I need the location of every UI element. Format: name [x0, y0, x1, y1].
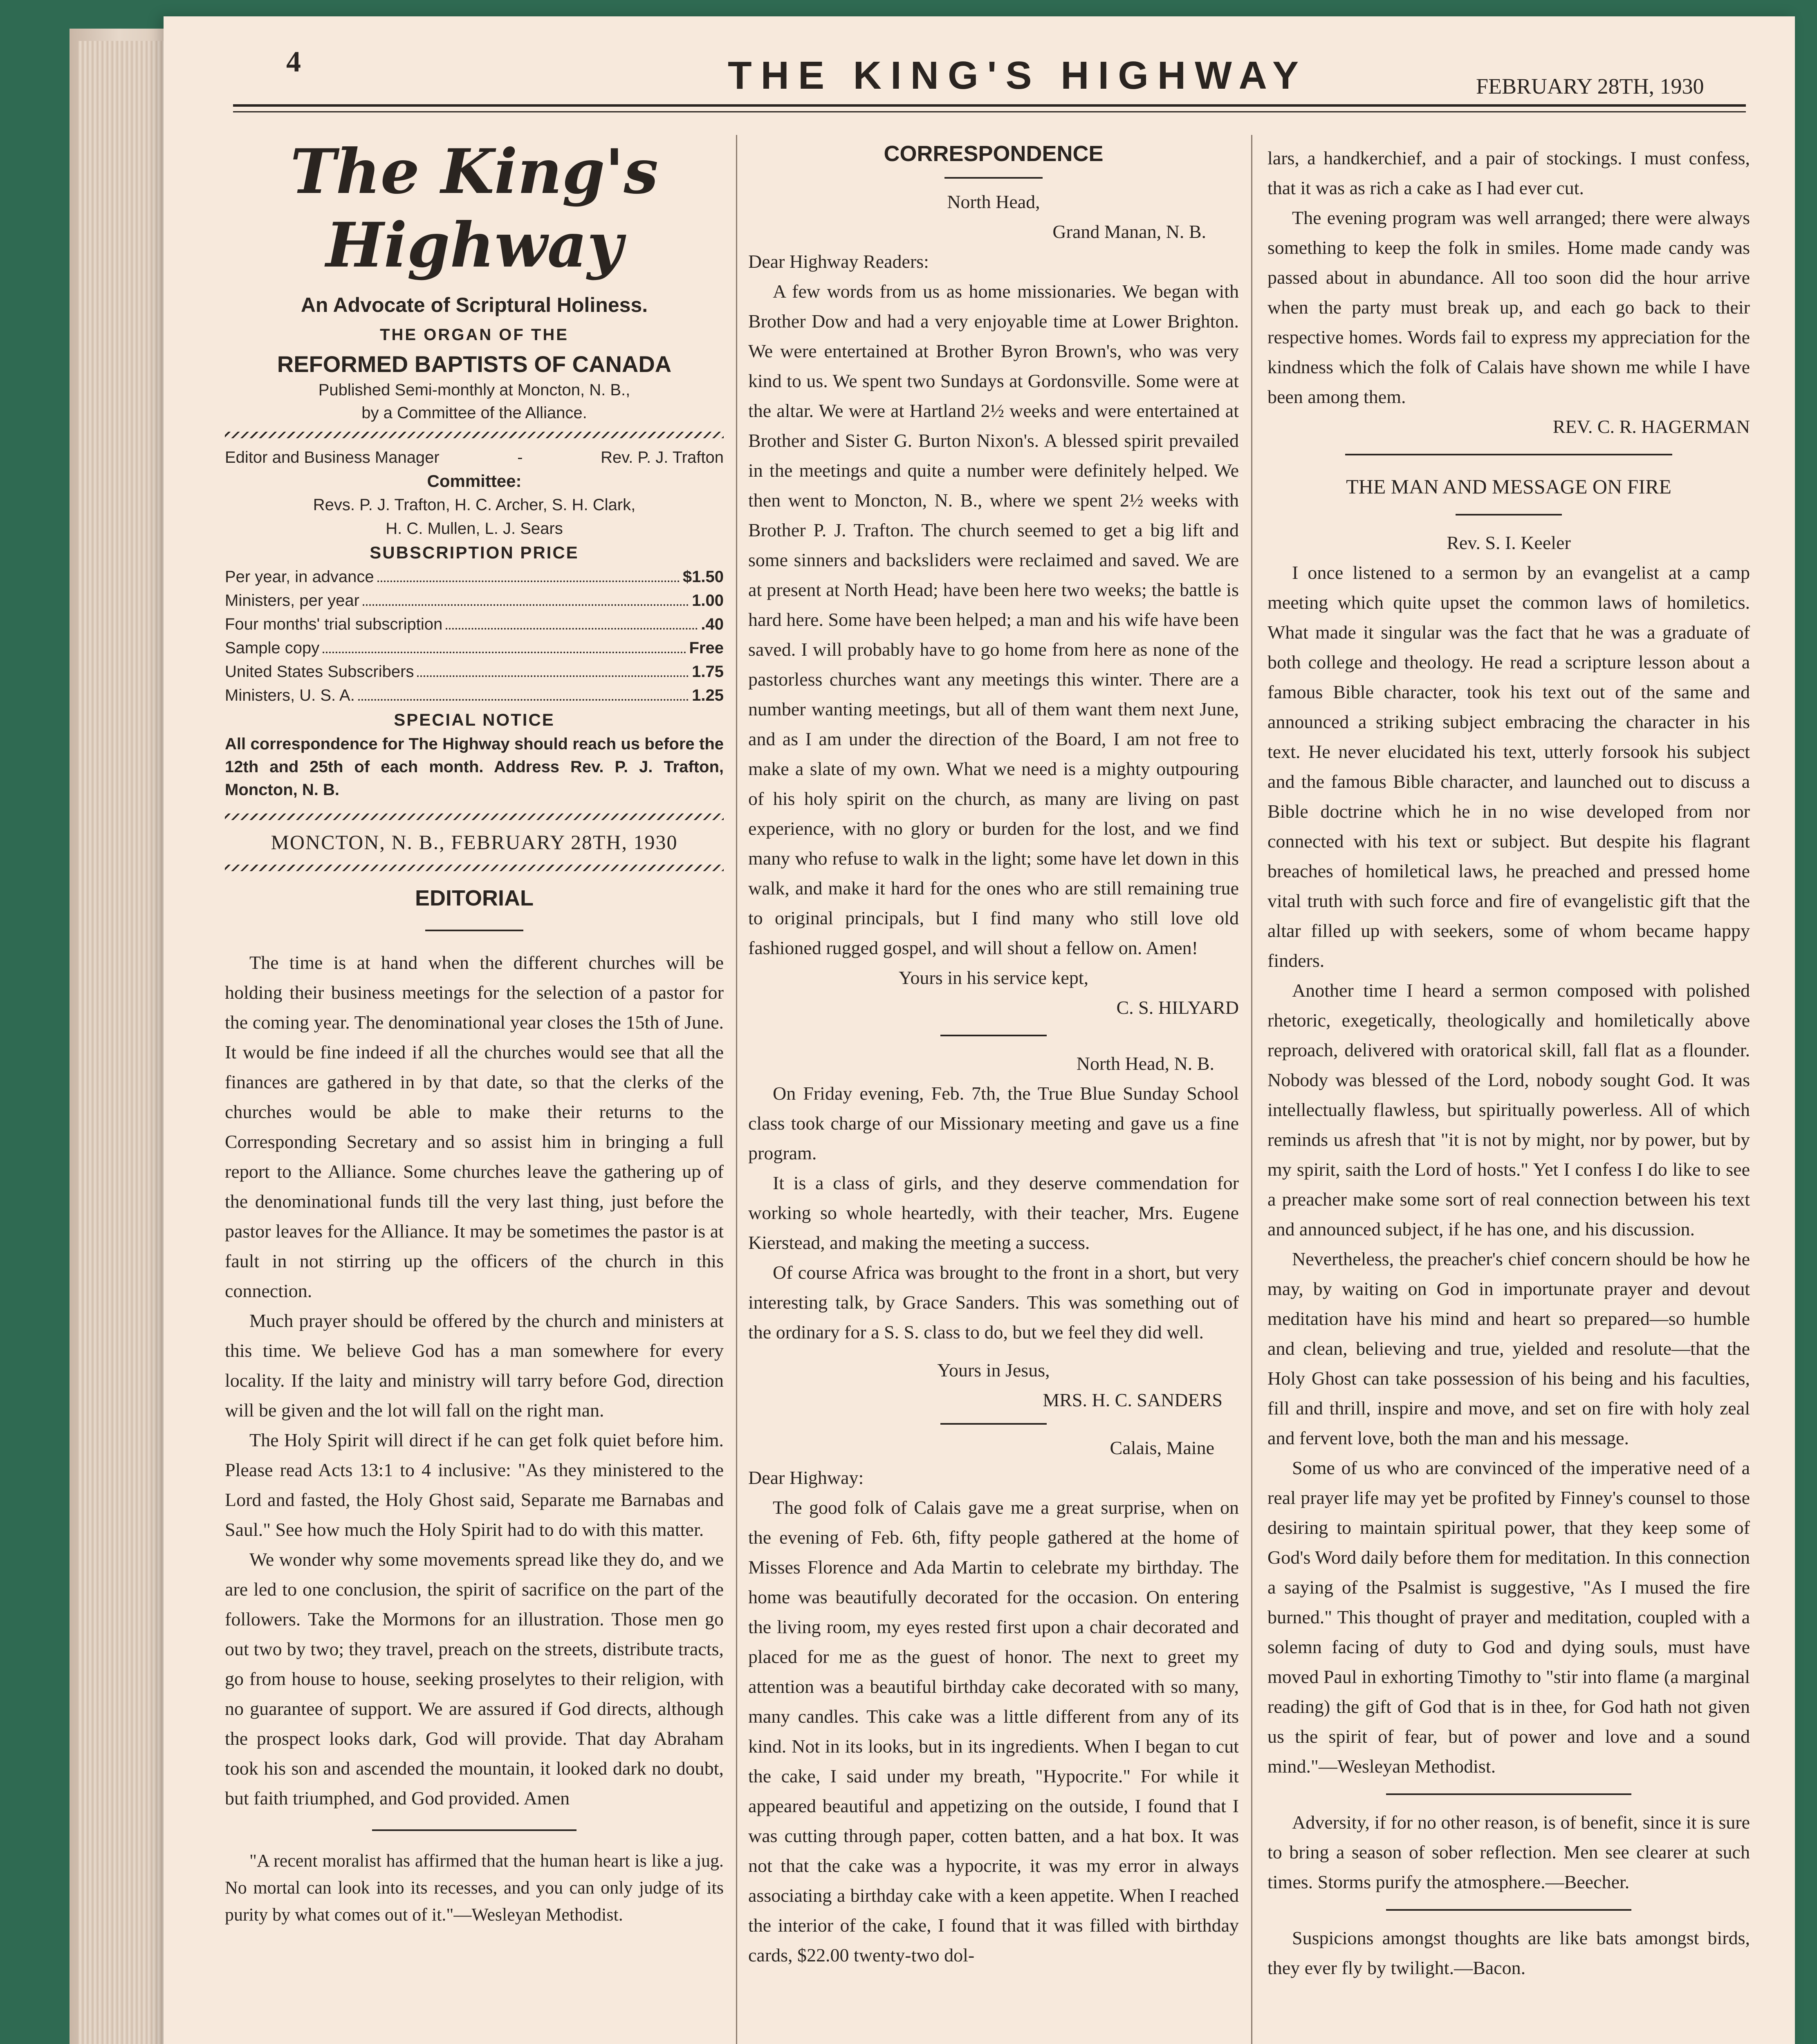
short-rule [940, 1035, 1047, 1036]
letter3-body: The good folk of Calais gave me a great surprise, when on the evening of Feb. 6th, fifty people gathered at the home of Misses Florence and Ada Martin to celebrate my birthday. The home was beautifully decorated for the occasion. On entering the living room, my eyes rested first upon a chair decorated and placed for me as the guest of honor. The next to greet my attention was a beautiful birthday cake decorated with so many, many candles. This cake was a little different from any of its kind. Not in its looks, but in its ingredients. When I began to cut the cake, I said under my breath, "Hypocrite." For while it appeared beautiful and appetizing on the outside, I found that I was cutting through paper, cotten batten, and a hat box. It was not that the cake was a hypocrite, it was my error in always associating a birthday cake with a keen appetite. When I reached the interior of the cake, I found that it was filled with birthday cards, $22.00 twenty-two dol- [748, 1497, 1239, 1966]
wavy-rule [225, 814, 724, 820]
editorial-heading: EDITORIAL [415, 886, 534, 910]
page-stack [78, 41, 168, 2044]
page-number: 4 [286, 45, 301, 78]
letter1-place: North Head, [947, 191, 1040, 212]
short-rule [1386, 1909, 1631, 1911]
editorial-paragraph: The time is at hand when the different churches will be holding their business meetings for the selection of a pastor for the coming year. The denominational year closes the 15th of June. It would be fine indeed if all the churches would see that all the finances are gathered in by that date, so that the clerks of the churches would be able to make their returns to the Corresponding Secretary and so assist him in bringing a full report to the Alliance. Some churches leave the gathering up of the denominational funds till the very last thing, just before the pastor leaves for the Alliance. It may be sometimes the pastor is at fault in not stirring up the officers of the church in this connection. [225, 952, 724, 1301]
column-middle [748, 139, 1239, 1970]
letter3-signature: REV. C. R. HAGERMAN [1552, 416, 1750, 437]
notice-text: All correspondence for The Highway should reach us before the 12th and 25th of each month. Address Rev. P. J. Trafton, Moncton, N. B. [225, 735, 724, 799]
letter1-place: Grand Manan, N. B. [1052, 221, 1206, 242]
dateline: MONCTON, N. B., FEBRUARY 28TH, 1930 [271, 831, 678, 854]
newspaper-page [164, 16, 1795, 2044]
letter3-paragraph: The evening program was well arranged; there were always something to keep the folk in smiles. Home made candy was passed about in abundance. All too soon did the hour arrive when the party must break up, and each go back to their respective homes. Words fail to express my appreciation for the kindness which the folk of Calais have shown me while I have been among them. [1267, 207, 1750, 407]
letter1-body: A few words from us as home missionaries. We began with Brother Dow and had a very enjoyable time at Lower Brighton. We were entertained at Brother Byron Brown's, who was very kind to us. We spent two Sundays at Gordonsville. Some were at the altar. We were at Hartland 2½ weeks and were entertained at Brother and Sister G. Burton Nixon's. A blessed spirit prevailed in the meetings and quite a number were definitely helped. We then went to Moncton, N. B., where we spent 2½ weeks with Brother P. J. Trafton. The church seemed to get a big lift and some sinners and backsliders were reclaimed and saved. We are at present at North Head; have been here two weeks; the battle is hard here. Some have been helped; a man and his wife have been saved. I will probably have to go home from here as none of the pastorless churches want any meetings this winter. There are a number wanting meetings, but all of them want them next June, and as I am under the direction of the Board, I am not free to make a slate of my own. What we need is a mighty outpouring of his holy spirit on the church, as many are living on past experience, with no glory or burden for the lost, and we find many who refuse to walk in the light; some have let down in this walk, and make it hard for the ones who are still remaining true to original principals, but I find many who still love old fashioned rugged gospel, and will shout a fellow on. Amen! [748, 281, 1239, 958]
column-right [1267, 143, 1750, 1983]
editorial-quote: "A recent moralist has affirmed that the human heart is like a jug. No mortal can look into its recesses, and you can only judge of its purity by what comes out of it."—Wesleyan Methodist. [225, 1851, 724, 1925]
article-paragraph: Some of us who are convinced of the imperative need of a real prayer life may yet be profited by Finney's counsel to those desiring to maintain spiritual power, that they keep some of God's Word daily before them for meditation. In this connection a saying of the Psalmist is suggestive, "As I mused the fire burned." This thought of prayer and meditation, coupled with a solemn facing of duty to God and dying souls, must have moved Paul in exhorting Timothy to "stir into flame (a marginal reading) the gift of God that is in thee, for God hath not given us the spirit of fear, but of power and love and a sound mind."—Wesleyan Methodist. [1267, 1457, 1750, 1777]
price-list [225, 565, 724, 707]
notice-heading: SPECIAL NOTICE [394, 710, 555, 729]
paper-title: THE KING'S HIGHWAY [728, 54, 1308, 97]
article-paragraph: I once listened to a sermon by an evangelist at a camp meeting which quite upset the common laws of homiletics. What made it singular was the fact that he was a graduate of both college and theology. He read a scripture lesson about a famous Bible character, took his text out of the same and announced a striking subject embracing the character in his text. He never elucidated his text, utterly forsook his subject and the famous Bible character, and launched out to discuss a Bible doctrine which he in no wise developed from nor connected with his text or subject. But despite his flagrant breaches of homiletical laws, he preached and pressed home vital truth with such force and fire of evangelistic gift that the altar filled up with seekers, some of whom became happy finders. [1267, 562, 1750, 971]
article-title: THE MAN AND MESSAGE ON FIRE [1346, 475, 1671, 498]
header-rule [233, 104, 1746, 107]
letter2-paragraph: Of course Africa was brought to the front in a short, but very interesting talk, by Grace Sanders. This was something out of the ordinary for a S. S. class to do, but we feel they did well. [748, 1262, 1239, 1342]
letter2-paragraph: On Friday evening, Feb. 7th, the True Blue Sunday School class took charge of our Missionary meeting and gave us a fine program. [748, 1083, 1239, 1163]
filler-adversity: Adversity, if for no other reason, is of benefit, since it is sure to bring a season of sober reflection. Men see clearer at such times. Storms purify the atmosphere.—Beecher. [1267, 1812, 1750, 1892]
short-rule [944, 177, 1043, 179]
article-paragraph: Another time I heard a sermon composed with polished rhetoric, exegetically, theologically and homiletically above reproach, delivered with oratorical skill, fall flat as a flounder. Nobody was blessed of the Lord, nobody sought God. It was intellectually flawless, but spiritually powerless. All of which reminds us afresh that "it is not by might, nor by power, but by my spirit, saith the Lord of hosts." Yet I confess I do like to see a preacher make some sort of real connection between his text and announced subject, if he has one, and his discussion. [1267, 980, 1750, 1239]
article-author: Rev. S. I. Keeler [1447, 532, 1571, 553]
correspondence-heading: CORRESPONDENCE [884, 141, 1104, 166]
price-row: Four months' trial subscription .40 [225, 615, 724, 633]
letter3-salutation: Dear Highway: [748, 1467, 864, 1488]
short-rule [1345, 454, 1672, 455]
filler-suspicions: Suspicions amongst thoughts are like bats amongst birds, they ever fly by twilight.—Bacon. [1267, 1927, 1750, 1978]
editorial-paragraph: The Holy Spirit will direct if he can get folk quiet before him. Please read Acts 13:1 to 4 inclusive: "As they ministered to the Lord and fasted, the Holy Ghost said, Separate me Barnabas and Saul." See how much the Holy Spirit had to do with this matter. [225, 1430, 724, 1540]
header-rule-thin [233, 111, 1746, 112]
letter2-place: North Head, N. B. [1076, 1053, 1214, 1074]
column-divider [736, 135, 737, 2044]
wavy-rule [225, 865, 724, 871]
masthead-church: REFORMED BAPTISTS OF CANADA [277, 351, 672, 377]
committee-label: Committee: [427, 471, 522, 491]
letter1-closing: Yours in his service kept, [898, 967, 1089, 988]
short-rule [1386, 1793, 1631, 1795]
column-left [225, 135, 724, 1928]
short-rule [1456, 514, 1562, 515]
price-row: Ministers, U. S. A. 1.25 [225, 686, 724, 704]
price-row: Per year, in advance $1.50 [225, 568, 724, 586]
short-rule [425, 930, 523, 931]
letter1-salutation: Dear Highway Readers: [748, 251, 929, 272]
column-divider [1251, 135, 1252, 2044]
editorial-paragraph: We wonder why some movements spread like they do, and we are led to one conclusion, the spirit of sacrifice on the part of the followers. Take the Mormons for an illustration. Those men go out two by two; they travel, preach on the streets, distribute tracts, go from house to house, seeking proselytes to their religion, with no guarantee of support. We are assured if God directs, although the prospect looks dark, God will provide. That day Abraham took his son and ascended the mountain, it looked dark no doubt, but faith triumphed, and God provided. Amen [225, 1549, 724, 1809]
letter2-paragraph: It is a class of girls, and they deserve commendation for working so whole heartedly, with their teacher, Mrs. Eugene Kierstead, and making the meeting a success. [748, 1172, 1239, 1253]
masthead-organ: THE ORGAN OF THE [380, 326, 569, 344]
price-row: United States Subscribers 1.75 [225, 663, 724, 681]
masthead-tagline: An Advocate of Scriptural Holiness. [301, 294, 648, 316]
committee-names: H. C. Mullen, L. J. Sears [386, 520, 563, 538]
short-rule [372, 1829, 577, 1831]
editorial-paragraph: Much prayer should be offered by the church and ministers at this time. We believe God has a man somewhere for every locality. If the laity and ministry will tarry before God, direction will be given and the lot will fall on the right man. [225, 1310, 724, 1421]
wavy-rule [225, 432, 724, 438]
letter3-place: Calais, Maine [1110, 1437, 1214, 1458]
issue-date: FEBRUARY 28TH, 1930 [1476, 74, 1704, 99]
editor-label: Editor and Business Manager [225, 448, 440, 466]
masthead-committee-of: by a Committee of the Alliance. [361, 404, 587, 422]
masthead-title: The King's Highway [290, 136, 658, 281]
price-row: Ministers, per year 1.00 [225, 592, 724, 610]
letter2-signature: MRS. H. C. SANDERS [1043, 1390, 1223, 1410]
subscription-heading: SUBSCRIPTION PRICE [370, 543, 579, 562]
price-row: Sample copy Free [225, 639, 724, 657]
committee-names: Revs. P. J. Trafton, H. C. Archer, S. H. Clark, [313, 496, 636, 514]
article-paragraph: Nevertheless, the preacher's chief concern should be how he may, by waiting on God in importunate prayer and devout meditation have his mind and heart so prepared—so humble and clean, believing and true, yielded and resolute—that the Holy Ghost can take possession of his being and his faculties, fill and thrill, inspire and move, and set on fire with holy zeal and fervent love, both the man and his message. [1267, 1248, 1750, 1448]
letter2-closing: Yours in Jesus, [937, 1360, 1050, 1381]
letter1-signature: C. S. HILYARD [1116, 997, 1239, 1018]
editor-line: Editor and Business Manager - Rev. P. J. Trafton [225, 446, 724, 469]
short-rule [940, 1423, 1047, 1425]
editor-name: Rev. P. J. Trafton [601, 448, 724, 466]
masthead-published: Published Semi-monthly at Moncton, N. B., [318, 381, 630, 399]
letter3-continued: lars, a handkerchief, and a pair of stockings. I must confess, that it was as rich a cake as I had ever cut. [1267, 148, 1750, 198]
